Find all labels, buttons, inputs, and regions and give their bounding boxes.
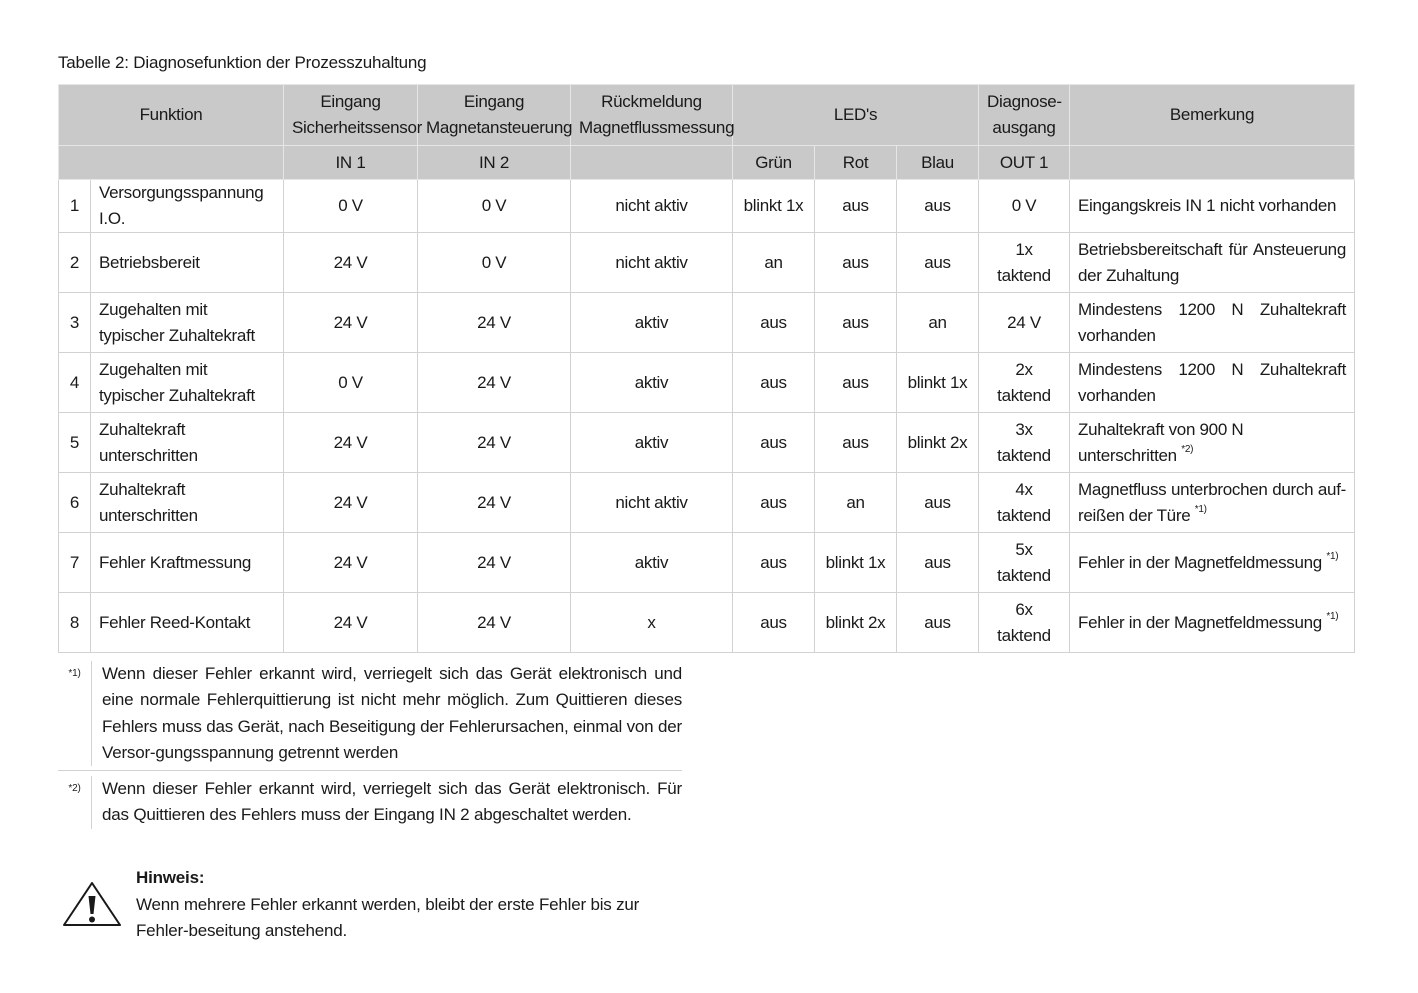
subheader-blau: Blau: [897, 146, 979, 180]
cell-bemerkung: Zuhaltekraft von 900 N unterschritten $^{*2)}$: [1070, 413, 1355, 473]
cell-led-gruen: blinkt 1x: [733, 180, 815, 233]
table-row: [59, 593, 1355, 653]
cell-rueckmeldung: nicht aktiv: [571, 233, 733, 293]
cell-bemerkung: Mindestens 1200 N Zuhaltekraft vorhanden: [1070, 353, 1355, 413]
footnote-ref: *1): [1326, 610, 1339, 622]
footnote-1: [58, 661, 682, 771]
cell-led-blau: aus: [897, 180, 979, 233]
table-row: [59, 473, 1355, 533]
cell-in1: 0 V: [284, 353, 418, 413]
table-row: [59, 180, 1355, 233]
footnotes: [58, 661, 682, 835]
cell-funktion: Zuhaltekraft unterschritten: [91, 473, 284, 533]
cell-in2: 24 V: [418, 473, 571, 533]
table-caption: Tabelle 2: Diagnosefunktion der Prozesszuhaltung: [58, 53, 427, 72]
row-number: 2: [59, 233, 91, 293]
cell-led-gruen: aus: [733, 533, 815, 593]
cell-led-rot: blinkt 1x: [815, 533, 897, 593]
col-header-rueckmeldung: Rückmeldung Magnetflussmessung: [571, 85, 733, 146]
footnote-ref: *1): [1326, 550, 1339, 562]
hint-text: Wenn mehrere Fehler erkannt werden, bleibt der erste Fehler bis zur Fehler-beseitung anstehend.: [136, 894, 640, 940]
cell-out1: 4x taktend: [979, 473, 1070, 533]
subheader-empty: [1070, 146, 1355, 180]
cell-out1: 2x taktend: [979, 353, 1070, 413]
row-number: 5: [59, 413, 91, 473]
row-number: 1: [59, 180, 91, 233]
subheader-in2: IN 2: [418, 146, 571, 180]
cell-in2: 0 V: [418, 233, 571, 293]
cell-in2: 0 V: [418, 180, 571, 233]
cell-funktion: Zugehalten mit typischer Zuhaltekraft: [91, 353, 284, 413]
col-header-in1: Eingang Sicherheitssensor: [284, 85, 418, 146]
cell-bemerkung: Eingangskreis IN 1 nicht vorhanden: [1070, 180, 1355, 233]
header-row: [59, 85, 1355, 146]
hint-title: Hinweis:: [136, 868, 205, 887]
cell-funktion: Fehler Reed-Kontakt: [91, 593, 284, 653]
cell-rueckmeldung: aktiv: [571, 533, 733, 593]
cell-led-blau: aus: [897, 533, 979, 593]
cell-in1: 0 V: [284, 180, 418, 233]
row-number: 3: [59, 293, 91, 353]
cell-led-blau: blinkt 1x: [897, 353, 979, 413]
cell-funktion: Zugehalten mit typischer Zuhaltekraft: [91, 293, 284, 353]
cell-led-blau: aus: [897, 473, 979, 533]
cell-led-rot: aus: [815, 293, 897, 353]
subheader-row: [59, 146, 1355, 180]
cell-led-rot: aus: [815, 413, 897, 473]
row-number: 6: [59, 473, 91, 533]
table-row: [59, 353, 1355, 413]
footnote-text: Wenn dieser Fehler erkannt wird, verriegelt sich das Gerät elektronisch. Für das Quittieren des Fehlers muss der Eingang IN 2 abgeschaltet werden.: [102, 779, 682, 825]
cell-out1: 3x taktend: [979, 413, 1070, 473]
cell-led-gruen: an: [733, 233, 815, 293]
subheader-gruen: Grün: [733, 146, 815, 180]
cell-led-gruen: aus: [733, 293, 815, 353]
footnote-ref: *2): [1181, 443, 1194, 455]
diagnostic-table: [58, 84, 1355, 653]
row-number: 7: [59, 533, 91, 593]
cell-out1: 24 V: [979, 293, 1070, 353]
cell-rueckmeldung: aktiv: [571, 353, 733, 413]
table-row: [59, 233, 1355, 293]
cell-in2: 24 V: [418, 533, 571, 593]
footnote-2: [58, 771, 682, 835]
cell-in1: 24 V: [284, 473, 418, 533]
col-header-leds: LED's: [733, 85, 979, 146]
cell-out1: 1x taktend: [979, 233, 1070, 293]
cell-led-blau: aus: [897, 233, 979, 293]
cell-led-blau: aus: [897, 593, 979, 653]
cell-bemerkung: Fehler in der Magnetfeldmessung $^{*1)}$: [1070, 533, 1355, 593]
subheader-out1: OUT 1: [979, 146, 1070, 180]
cell-bemerkung: Betriebsbereitschaft für Ansteuerung der Zuhaltung: [1070, 233, 1355, 293]
footnote-marker: *1): [58, 661, 92, 766]
cell-in2: 24 V: [418, 413, 571, 473]
cell-led-rot: aus: [815, 353, 897, 413]
col-header-in2: Eingang Magnetansteuerung: [418, 85, 571, 146]
subheader-empty: [59, 146, 284, 180]
cell-funktion: Fehler Kraftmessung: [91, 533, 284, 593]
cell-funktion: Betriebsbereit: [91, 233, 284, 293]
cell-led-gruen: aus: [733, 413, 815, 473]
cell-rueckmeldung: aktiv: [571, 413, 733, 473]
cell-rueckmeldung: nicht aktiv: [571, 473, 733, 533]
cell-out1: 5x taktend: [979, 533, 1070, 593]
cell-funktion: Zuhaltekraft unterschritten: [91, 413, 284, 473]
footnote-ref: *1): [1194, 503, 1207, 515]
cell-rueckmeldung: aktiv: [571, 293, 733, 353]
cell-out1: 0 V: [979, 180, 1070, 233]
cell-led-blau: blinkt 2x: [897, 413, 979, 473]
cell-led-rot: aus: [815, 233, 897, 293]
cell-funktion: Versorgungsspannung I.O.: [91, 180, 284, 233]
cell-led-gruen: aus: [733, 593, 815, 653]
cell-led-gruen: aus: [733, 473, 815, 533]
cell-led-gruen: aus: [733, 353, 815, 413]
col-header-diagnoseausgang: Diagnose- ausgang: [979, 85, 1070, 146]
cell-in1: 24 V: [284, 233, 418, 293]
table-row: [59, 293, 1355, 353]
cell-rueckmeldung: x: [571, 593, 733, 653]
table-row: [59, 413, 1355, 473]
footnote-marker: *2): [58, 776, 92, 829]
subheader-in1: IN 1: [284, 146, 418, 180]
cell-led-rot: an: [815, 473, 897, 533]
row-number: 8: [59, 593, 91, 653]
cell-in1: 24 V: [284, 533, 418, 593]
subheader-rot: Rot: [815, 146, 897, 180]
cell-bemerkung: Magnetfluss unterbrochen durch auf-reißen der Türe $^{*1)}$: [1070, 473, 1355, 533]
row-number: 4: [59, 353, 91, 413]
cell-in2: 24 V: [418, 353, 571, 413]
cell-led-rot: blinkt 2x: [815, 593, 897, 653]
footnote-text: Wenn dieser Fehler erkannt wird, verriegelt sich das Gerät elektronisch und eine normale Fehlerquittierung ist nicht mehr möglich. Zum Quittieren dieses Fehlers muss das Gerät, nach Beseitigung der Fehlerursachen, einmal von der Versor-gungsspannung getrennt werden: [102, 664, 682, 762]
cell-rueckmeldung: nicht aktiv: [571, 180, 733, 233]
cell-in2: 24 V: [418, 593, 571, 653]
cell-out1: 6x taktend: [979, 593, 1070, 653]
cell-bemerkung: Mindestens 1200 N Zuhaltekraft vorhanden: [1070, 293, 1355, 353]
cell-led-rot: aus: [815, 180, 897, 233]
cell-in1: 24 V: [284, 293, 418, 353]
subheader-empty: [571, 146, 733, 180]
col-header-funktion: Funktion: [59, 85, 284, 146]
hint-body: [136, 865, 674, 945]
cell-in2: 24 V: [418, 293, 571, 353]
cell-led-blau: an: [897, 293, 979, 353]
cell-bemerkung: Fehler in der Magnetfeldmessung $^{*1)}$: [1070, 593, 1355, 653]
cell-in1: 24 V: [284, 413, 418, 473]
cell-in1: 24 V: [284, 593, 418, 653]
table-row: [59, 533, 1355, 593]
warning-triangle-icon: [62, 881, 122, 927]
col-header-bemerkung: Bemerkung: [1070, 85, 1355, 146]
